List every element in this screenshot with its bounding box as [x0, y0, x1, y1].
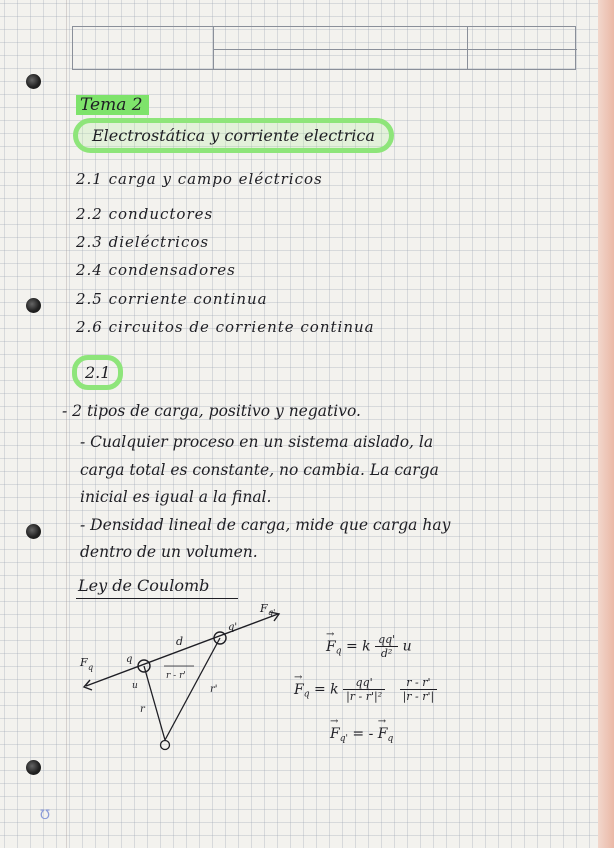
index-item: 2.1 carga y campo eléctricos	[76, 170, 323, 188]
eq2-force: → F	[294, 682, 304, 698]
margin-line	[66, 0, 67, 848]
eq2-fraction-2: $\frac{r - r'}{|r - r'|}$	[400, 676, 438, 703]
eq2-k: = k	[313, 681, 339, 698]
bullet-line: carga total es constante, no cambia. La carga	[80, 461, 439, 479]
label-u: u	[132, 681, 138, 691]
section-number: 2.1	[72, 355, 123, 390]
header-table	[72, 26, 576, 70]
eq1-sub: q	[335, 646, 342, 657]
index-item: 2.6 circuitos de corriente continua	[76, 318, 375, 336]
tema-heading: Tema 2	[76, 95, 149, 115]
label-d: d	[176, 635, 184, 648]
label-fq: F	[80, 656, 88, 669]
binder-hole	[26, 524, 41, 539]
binder-hole	[26, 298, 41, 313]
label-fq-prime-sub: q'	[268, 608, 276, 617]
label-q: q	[126, 654, 133, 665]
notebook-logo-icon: ℧	[40, 808, 50, 823]
eq3-equals: = -	[352, 726, 374, 742]
index-item: 2.2 conductores	[76, 205, 214, 223]
eq1-u: u	[402, 638, 412, 655]
coulomb-diagram	[70, 600, 300, 770]
law-heading: Ley de Coulomb	[78, 576, 210, 595]
bullet-line: dentro de un volumen.	[80, 543, 258, 561]
index-item: 2.5 corriente continua	[76, 290, 268, 308]
eq2-sub: q	[303, 689, 310, 700]
eq3-rhs-sub: q	[387, 734, 394, 744]
bullet-line: - 2 tipos de carga, positivo y negativo.	[62, 402, 361, 420]
label-fq-prime: F	[260, 602, 268, 615]
eq1-fraction: $\frac{qq'}{\text{d²}}$	[375, 633, 398, 660]
bullet-line: inicial es igual a la final.	[80, 488, 272, 506]
eq2-fraction-1: $\frac{qq'}{\text{|r - r'|²}}$	[343, 676, 385, 703]
binder-hole	[26, 74, 41, 89]
bullet-line: - Densidad lineal de carga, mide que carga hay	[80, 516, 451, 534]
bullet-line: - Cualquier proceso en un sistema aislado, la	[80, 433, 434, 451]
index-item: 2.4 condensadores	[76, 261, 236, 279]
binder-hole	[26, 760, 41, 775]
label-q-prime: q'	[228, 622, 238, 633]
topic-title: Electrostática y corriente electrica	[73, 118, 394, 153]
origin-point	[161, 741, 170, 750]
eq1-force: → F	[326, 639, 336, 655]
coulomb-equation-1	[326, 633, 412, 660]
next-page-edge	[598, 0, 614, 848]
eq3-rhs-force: → F	[378, 726, 388, 742]
coulomb-equation-3	[330, 726, 393, 744]
label-r-minus-rp: r - r'	[166, 671, 186, 681]
law-underline	[76, 598, 238, 599]
eq1-k: = k	[345, 638, 371, 655]
index-item: 2.3 dieléctricos	[76, 233, 210, 251]
label-r-prime: r'	[210, 684, 218, 695]
label-r: r	[140, 704, 145, 715]
label-fq-sub: q	[88, 663, 94, 672]
eq3-force: → F	[330, 726, 340, 742]
coulomb-equation-2	[294, 676, 437, 703]
eq3-sub: q'	[339, 734, 348, 744]
vector-r	[144, 666, 165, 740]
